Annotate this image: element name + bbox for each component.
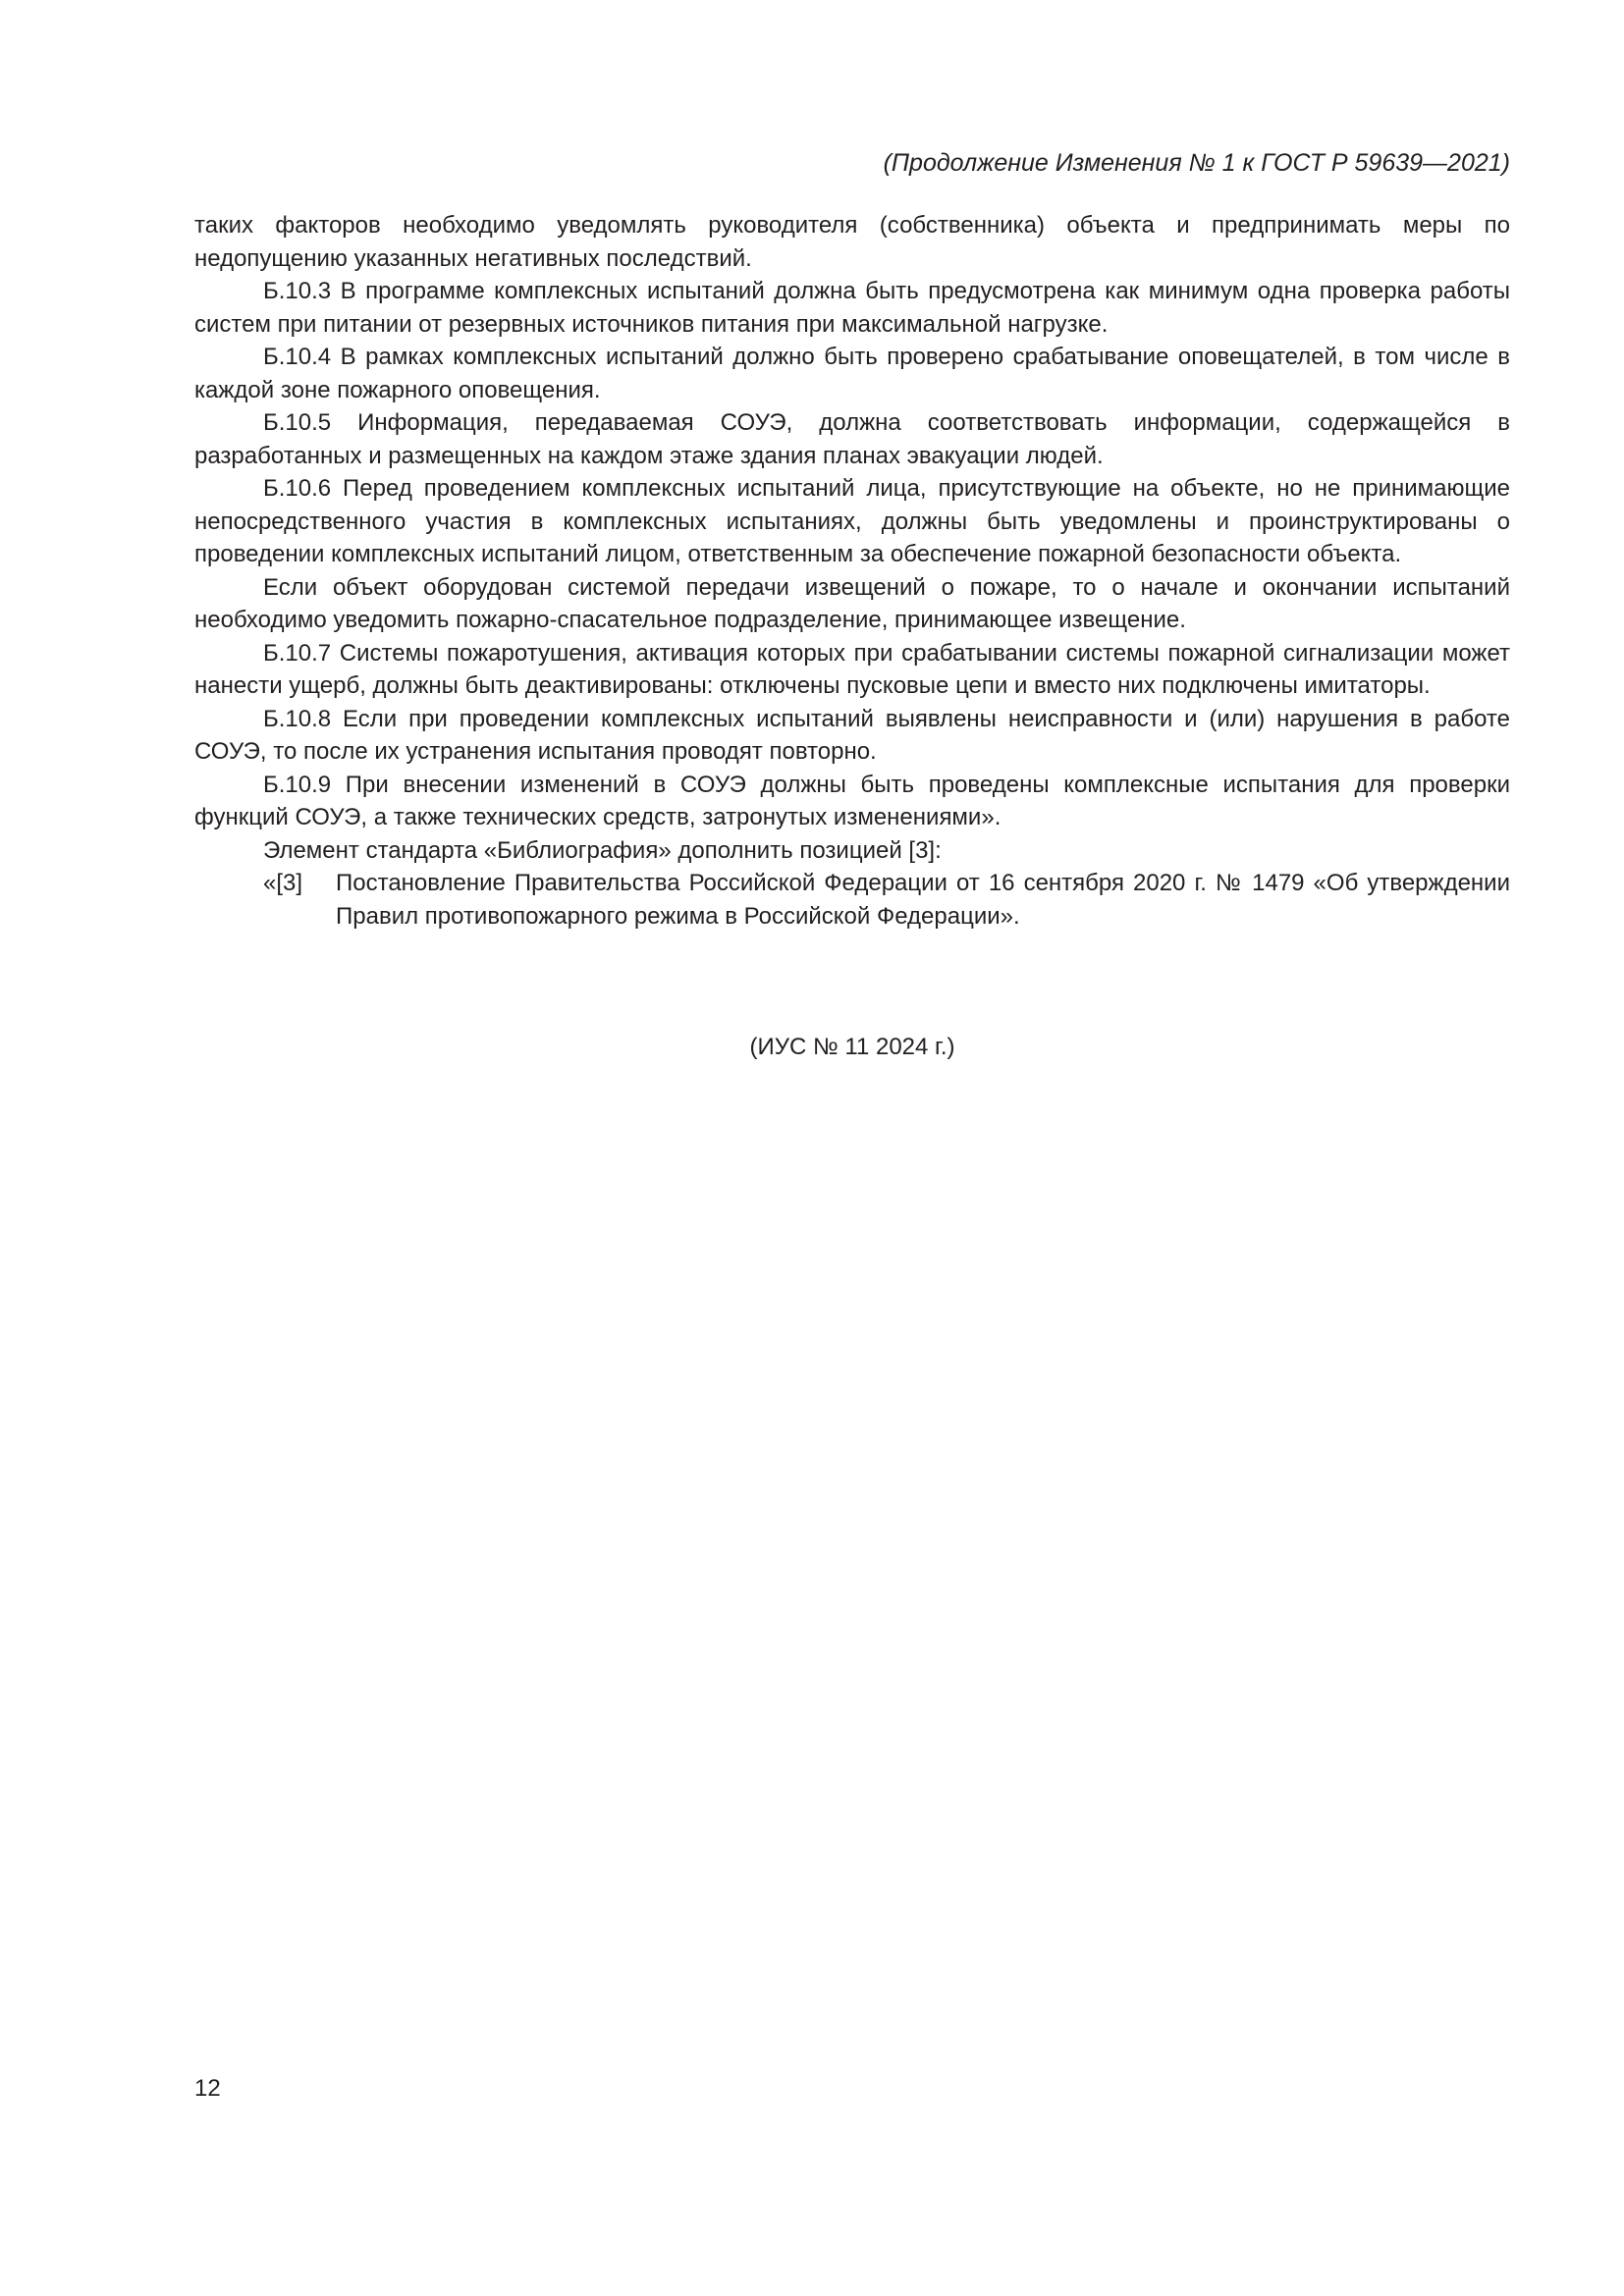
bibliography-text: Постановление Правительства Российской Федерации от 16 сентября 2020 г. № 1479 «Об утверждении Правил противопожарного режима в Российской Федерации».	[336, 870, 1510, 930]
paragraph-b-10-9: Б.10.9 При внесении изменений в СОУЭ должны быть проведены комплексные испытания для проверки функций СОУЭ, а также технических средств, затронутых изменениями».	[194, 771, 1510, 830]
paragraph-b-10-3: Б.10.3 В программе комплексных испытаний должна быть предусмотрена как минимум одна проверка работы систем при питании от резервных источников питания при максимальной нагрузке.	[194, 278, 1510, 338]
document-body	[194, 209, 1510, 933]
ius-note: (ИУС № 11 2024 г.)	[749, 1034, 955, 1060]
bibliography-label: «[3]	[263, 870, 303, 896]
paragraph-b-10-6: Б.10.6 Перед проведением комплексных испытаний лица, присутствующие на объекте, но не принимающие непосредственного участия в комплексных испытаниях, должны быть уведомлены и проинструктированы о проведении комплексных испытаний лицом, ответственным за обеспечение пожарной безопасности объекта.	[194, 475, 1510, 567]
paragraph-notification: Если объект оборудован системой передачи извещений о пожаре, то о начале и окончании испытаний необходимо уведомить пожарно-спасательное подразделение, принимающее извещение.	[194, 573, 1510, 633]
page-number: 12	[194, 2075, 221, 2102]
paragraph-b-10-8: Б.10.8 Если при проведении комплексных испытаний выявлены неисправности и (или) нарушения в работе СОУЭ, то после их устранения испытания проводят повторно.	[194, 705, 1510, 765]
paragraph-continuation: таких факторов необходимо уведомлять руководителя (собственника) объекта и предпринимать меры по недопущению указанных негативных последствий.	[194, 212, 1510, 272]
paragraph-b-10-7: Б.10.7 Системы пожаротушения, активация которых при срабатывании системы пожарной сигнализации может нанести ущерб, должны быть деактивированы: отключены пусковые цепи и вместо них подключены имитаторы.	[194, 639, 1510, 699]
paragraph-b-10-4: Б.10.4 В рамках комплексных испытаний должно быть проверено срабатывание оповещателей, в том числе в каждой зоне пожарного оповещения.	[194, 344, 1510, 403]
bibliography-entry	[194, 867, 1510, 933]
running-header: (Продолжение Изменения № 1 к ГОСТ Р 59639—2021)	[883, 149, 1510, 177]
paragraph-b-10-5: Б.10.5 Информация, передаваемая СОУЭ, должна соответствовать информации, содержащейся в разработанных и размещенных на каждом этаже здания планах эвакуации людей.	[194, 409, 1510, 469]
paragraph-bibliography-intro: Элемент стандарта «Библиография» дополнить позицией [3]:	[263, 836, 942, 864]
